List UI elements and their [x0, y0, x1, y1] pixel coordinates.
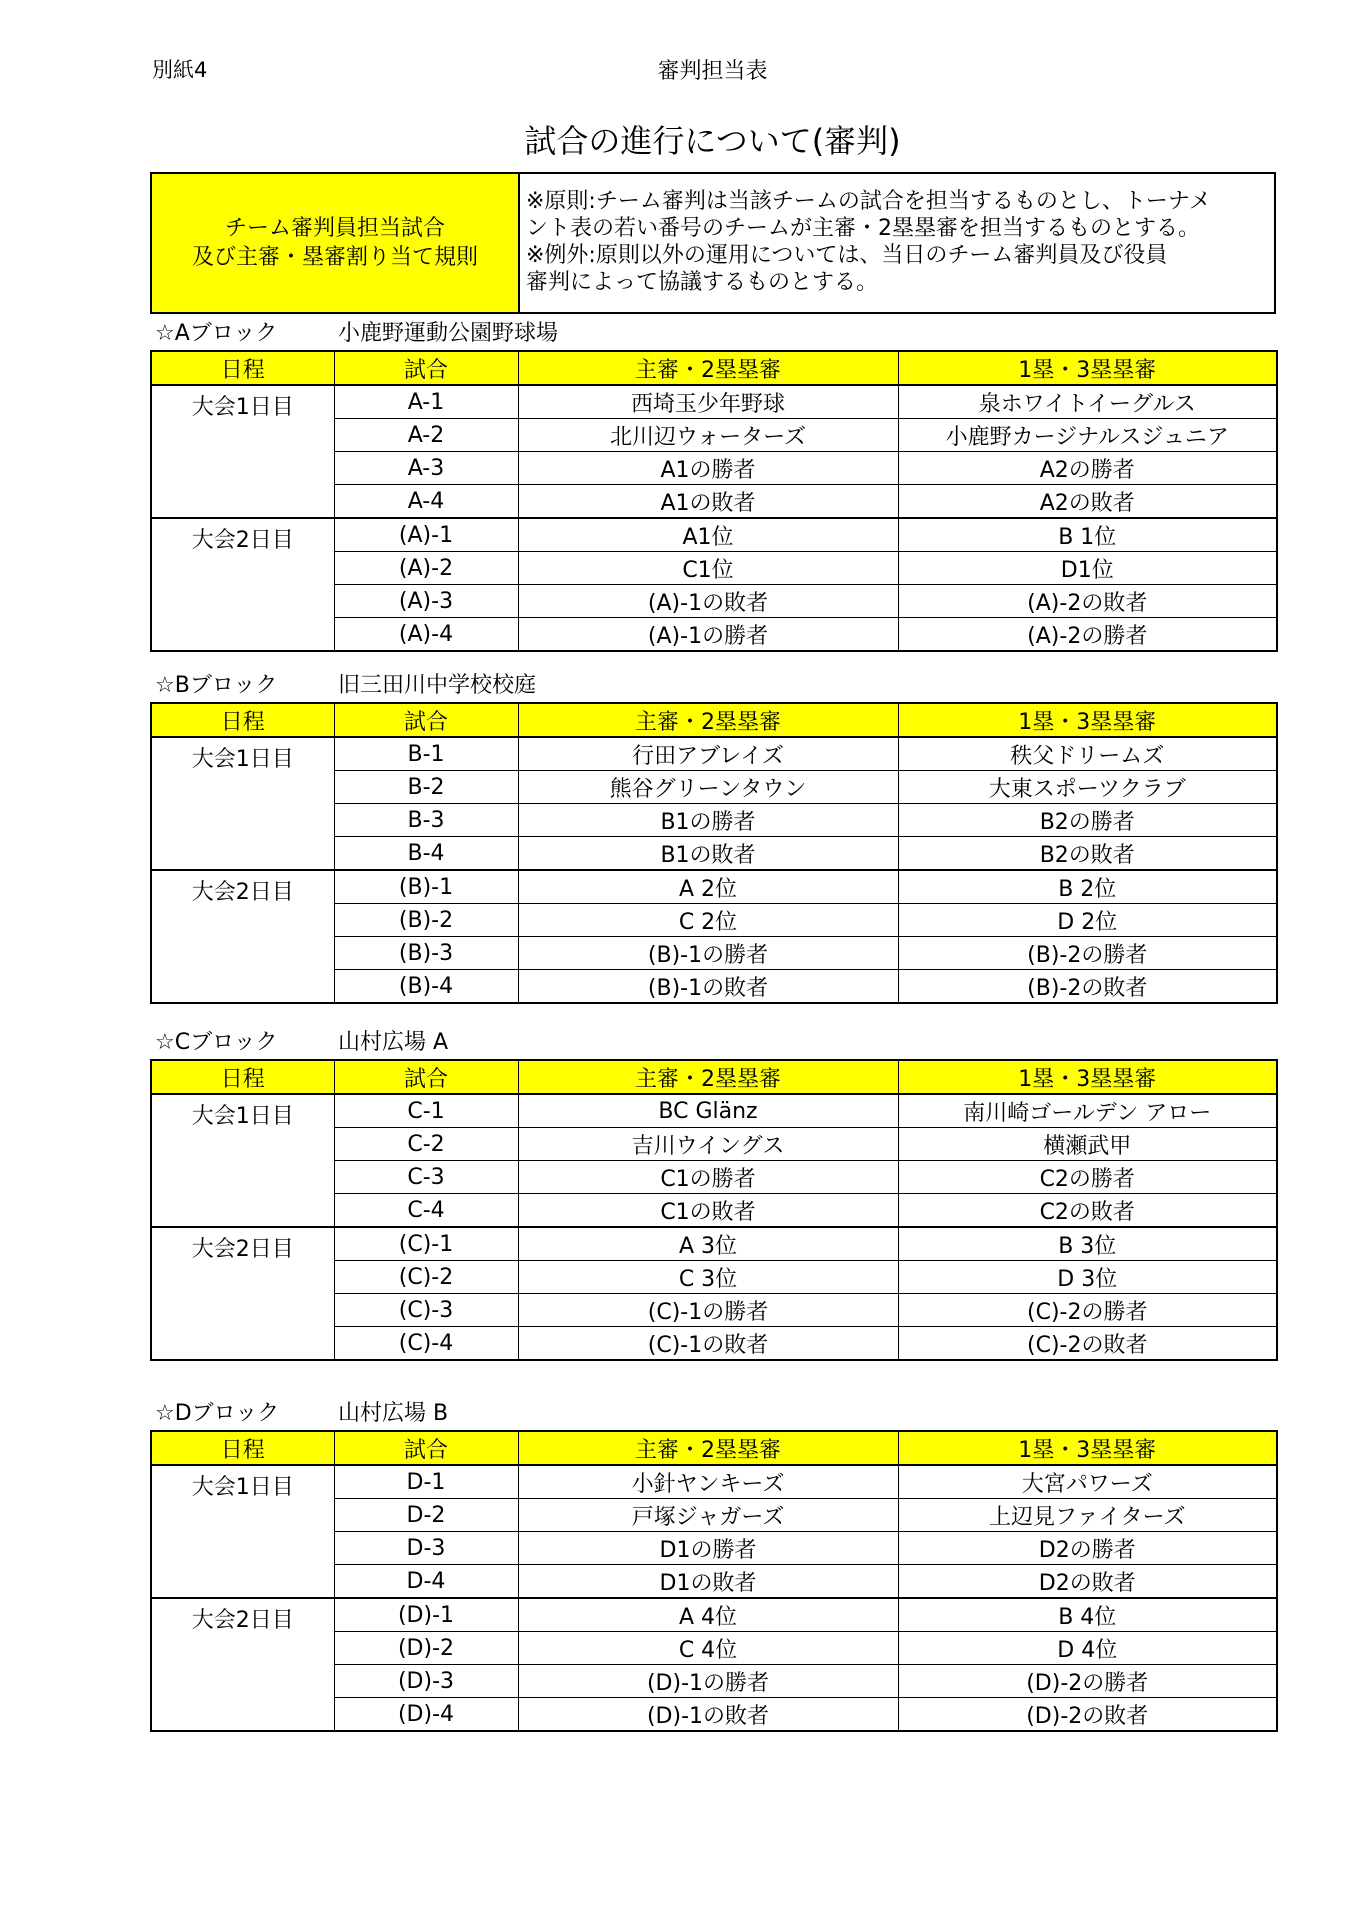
base-umpire-cell: 横瀬武甲 — [898, 1128, 1277, 1161]
column-header-game: 試合 — [334, 1060, 518, 1094]
game-cell: A-2 — [334, 419, 518, 452]
game-cell: (B)-2 — [334, 904, 518, 937]
game-cell: (B)-4 — [334, 970, 518, 1004]
rules-label-line: 及び主審・塁審割り当て規則 — [191, 245, 478, 270]
plate-umpire-cell: (A)-1の敗者 — [518, 585, 898, 618]
table-row — [151, 737, 1277, 771]
day-cell: 大会2日目 — [151, 870, 334, 1003]
base-umpire-cell: 大宮パワーズ — [898, 1465, 1277, 1499]
column-header-game: 試合 — [334, 1431, 518, 1465]
table-row — [151, 870, 1277, 904]
block-title — [155, 1396, 449, 1427]
day-cell: 大会2日目 — [151, 1598, 334, 1731]
table-header-row — [151, 703, 1277, 737]
block-venue: 小鹿野運動公園野球場 — [338, 321, 559, 346]
plate-umpire-cell: C1の敗者 — [518, 1194, 898, 1228]
base-umpire-cell: (A)-2の勝者 — [898, 618, 1277, 652]
column-header-bases-1b-3b: 1塁・3塁塁審 — [898, 703, 1277, 737]
base-umpire-cell: 小鹿野カージナルスジュニア — [898, 419, 1277, 452]
plate-umpire-cell: 西埼玉少年野球 — [518, 385, 898, 419]
game-cell: A-4 — [334, 485, 518, 519]
block-venue: 旧三田川中学校校庭 — [338, 673, 537, 698]
base-umpire-cell: (A)-2の敗者 — [898, 585, 1277, 618]
day-cell: 大会1日目 — [151, 385, 334, 518]
schedule-table — [150, 1059, 1278, 1361]
column-header-plate-2b: 主審・2塁塁審 — [518, 703, 898, 737]
column-header-schedule: 日程 — [151, 1431, 334, 1465]
game-cell: (B)-1 — [334, 870, 518, 904]
day-cell: 大会1日目 — [151, 1465, 334, 1598]
plate-umpire-cell: C1の勝者 — [518, 1161, 898, 1194]
plate-umpire-cell: 熊谷グリーンタウン — [518, 771, 898, 804]
base-umpire-cell: A2の敗者 — [898, 485, 1277, 519]
table-row — [151, 1598, 1277, 1632]
plate-umpire-cell: C1位 — [518, 552, 898, 585]
block-name: ☆Dブロック — [155, 1401, 280, 1426]
block-venue: 山村広場 B — [338, 1401, 449, 1426]
base-umpire-cell: B 1位 — [898, 518, 1277, 552]
base-umpire-cell: D2の敗者 — [898, 1565, 1277, 1599]
page-title: 試合の進行について(審判) — [524, 122, 901, 160]
day-cell: 大会1日目 — [151, 1094, 334, 1227]
base-umpire-cell: B 3位 — [898, 1227, 1277, 1261]
base-umpire-cell: 秩父ドリームズ — [898, 737, 1277, 771]
table-row — [151, 385, 1277, 419]
plate-umpire-cell: 小針ヤンキーズ — [518, 1465, 898, 1499]
table-header-row — [151, 1431, 1277, 1465]
game-cell: C-4 — [334, 1194, 518, 1228]
day-cell: 大会2日目 — [151, 518, 334, 651]
base-umpire-cell: (C)-2の勝者 — [898, 1294, 1277, 1327]
game-cell: D-1 — [334, 1465, 518, 1499]
game-cell: A-1 — [334, 385, 518, 419]
plate-umpire-cell: A1位 — [518, 518, 898, 552]
schedule-table — [150, 702, 1278, 1004]
base-umpire-cell: (D)-2の敗者 — [898, 1698, 1277, 1732]
schedule-table — [150, 350, 1278, 652]
game-cell: C-1 — [334, 1094, 518, 1128]
game-cell: D-2 — [334, 1499, 518, 1532]
column-header-game: 試合 — [334, 703, 518, 737]
base-umpire-cell: B2の勝者 — [898, 804, 1277, 837]
plate-umpire-cell: B1の敗者 — [518, 837, 898, 871]
base-umpire-cell: D 3位 — [898, 1261, 1277, 1294]
plate-umpire-cell: A 3位 — [518, 1227, 898, 1261]
table-row — [151, 1465, 1277, 1499]
block-name: ☆Cブロック — [155, 1030, 278, 1055]
rules-text-line: ント表の若い番号のチームが主審・2塁塁審を担当するものとする。 — [526, 216, 1200, 241]
base-umpire-cell: 泉ホワイトイーグルス — [898, 385, 1277, 419]
base-umpire-cell: D2の勝者 — [898, 1532, 1277, 1565]
game-cell: (B)-3 — [334, 937, 518, 970]
game-cell: C-2 — [334, 1128, 518, 1161]
plate-umpire-cell: A 4位 — [518, 1598, 898, 1632]
plate-umpire-cell: D1の勝者 — [518, 1532, 898, 1565]
day-cell: 大会2日目 — [151, 1227, 334, 1360]
plate-umpire-cell: (B)-1の勝者 — [518, 937, 898, 970]
plate-umpire-cell: BC Glänz — [518, 1094, 898, 1128]
table-row — [151, 518, 1277, 552]
plate-umpire-cell: (D)-1の勝者 — [518, 1665, 898, 1698]
rules-label-line: チーム審判員担当試合 — [224, 216, 445, 241]
base-umpire-cell: B 2位 — [898, 870, 1277, 904]
attachment-label: 別紙4 — [152, 58, 208, 82]
game-cell: (D)-3 — [334, 1665, 518, 1698]
plate-umpire-cell: D1の敗者 — [518, 1565, 898, 1599]
game-cell: B-1 — [334, 737, 518, 771]
base-umpire-cell: A2の勝者 — [898, 452, 1277, 485]
column-header-plate-2b: 主審・2塁塁審 — [518, 1431, 898, 1465]
plate-umpire-cell: (B)-1の敗者 — [518, 970, 898, 1004]
game-cell: (A)-4 — [334, 618, 518, 652]
base-umpire-cell: 上辺見ファイターズ — [898, 1499, 1277, 1532]
game-cell: B-4 — [334, 837, 518, 871]
column-header-bases-1b-3b: 1塁・3塁塁審 — [898, 1060, 1277, 1094]
column-header-schedule: 日程 — [151, 1060, 334, 1094]
base-umpire-cell: (D)-2の勝者 — [898, 1665, 1277, 1698]
column-header-bases-1b-3b: 1塁・3塁塁審 — [898, 1431, 1277, 1465]
block-title — [155, 668, 537, 699]
game-cell: (D)-2 — [334, 1632, 518, 1665]
base-umpire-cell: (C)-2の敗者 — [898, 1327, 1277, 1361]
game-cell: (C)-1 — [334, 1227, 518, 1261]
game-cell: B-2 — [334, 771, 518, 804]
plate-umpire-cell: C 2位 — [518, 904, 898, 937]
base-umpire-cell: 南川崎ゴールデン アロー — [898, 1094, 1277, 1128]
plate-umpire-cell: (C)-1の敗者 — [518, 1327, 898, 1361]
plate-umpire-cell: A1の敗者 — [518, 485, 898, 519]
plate-umpire-cell: 北川辺ウォーターズ — [518, 419, 898, 452]
plate-umpire-cell: A 2位 — [518, 870, 898, 904]
rules-text-line: 審判によって協議するものとする。 — [526, 270, 879, 295]
game-cell: (D)-1 — [334, 1598, 518, 1632]
schedule-table — [150, 1430, 1278, 1732]
plate-umpire-cell: 吉川ウイングス — [518, 1128, 898, 1161]
column-header-schedule: 日程 — [151, 351, 334, 385]
base-umpire-cell: D 4位 — [898, 1632, 1277, 1665]
plate-umpire-cell: (A)-1の勝者 — [518, 618, 898, 652]
base-umpire-cell: D 2位 — [898, 904, 1277, 937]
game-cell: A-3 — [334, 452, 518, 485]
document-title: 審判担当表 — [657, 59, 768, 84]
block-name: ☆Aブロック — [155, 321, 278, 346]
table-row — [151, 1094, 1277, 1128]
plate-umpire-cell: C 3位 — [518, 1261, 898, 1294]
plate-umpire-cell: B1の勝者 — [518, 804, 898, 837]
game-cell: (A)-2 — [334, 552, 518, 585]
rules-text — [520, 174, 1274, 312]
block-title — [155, 1025, 449, 1056]
plate-umpire-cell: C 4位 — [518, 1632, 898, 1665]
game-cell: (C)-3 — [334, 1294, 518, 1327]
plate-umpire-cell: (D)-1の敗者 — [518, 1698, 898, 1732]
column-header-bases-1b-3b: 1塁・3塁塁審 — [898, 351, 1277, 385]
base-umpire-cell: B2の敗者 — [898, 837, 1277, 871]
rules-text-line: ※例外:原則以外の運用については、当日のチーム審判員及び役員 — [526, 243, 1168, 268]
column-header-game: 試合 — [334, 351, 518, 385]
game-cell: (C)-4 — [334, 1327, 518, 1361]
rules-label — [152, 174, 520, 312]
column-header-plate-2b: 主審・2塁塁審 — [518, 1060, 898, 1094]
block-title — [155, 316, 559, 347]
plate-umpire-cell: 戸塚ジャガーズ — [518, 1499, 898, 1532]
base-umpire-cell: C2の勝者 — [898, 1161, 1277, 1194]
block-name: ☆Bブロック — [155, 673, 278, 698]
column-header-schedule: 日程 — [151, 703, 334, 737]
base-umpire-cell: 大東スポーツクラブ — [898, 771, 1277, 804]
base-umpire-cell: C2の敗者 — [898, 1194, 1277, 1228]
base-umpire-cell: (B)-2の敗者 — [898, 970, 1277, 1004]
game-cell: D-4 — [334, 1565, 518, 1599]
base-umpire-cell: (B)-2の勝者 — [898, 937, 1277, 970]
day-cell: 大会1日目 — [151, 737, 334, 870]
plate-umpire-cell: (C)-1の勝者 — [518, 1294, 898, 1327]
table-header-row — [151, 351, 1277, 385]
game-cell: (C)-2 — [334, 1261, 518, 1294]
game-cell: B-3 — [334, 804, 518, 837]
game-cell: (D)-4 — [334, 1698, 518, 1732]
game-cell: (A)-3 — [334, 585, 518, 618]
block-venue: 山村広場 A — [338, 1030, 449, 1055]
table-header-row — [151, 1060, 1277, 1094]
rules-text-line: ※原則:チーム審判は当該チームの試合を担当するものとし、トーナメ — [526, 189, 1211, 214]
game-cell: C-3 — [334, 1161, 518, 1194]
plate-umpire-cell: 行田アブレイズ — [518, 737, 898, 771]
plate-umpire-cell: A1の勝者 — [518, 452, 898, 485]
rules-box — [150, 172, 1276, 314]
column-header-plate-2b: 主審・2塁塁審 — [518, 351, 898, 385]
base-umpire-cell: B 4位 — [898, 1598, 1277, 1632]
base-umpire-cell: D1位 — [898, 552, 1277, 585]
game-cell: D-3 — [334, 1532, 518, 1565]
game-cell: (A)-1 — [334, 518, 518, 552]
table-row — [151, 1227, 1277, 1261]
